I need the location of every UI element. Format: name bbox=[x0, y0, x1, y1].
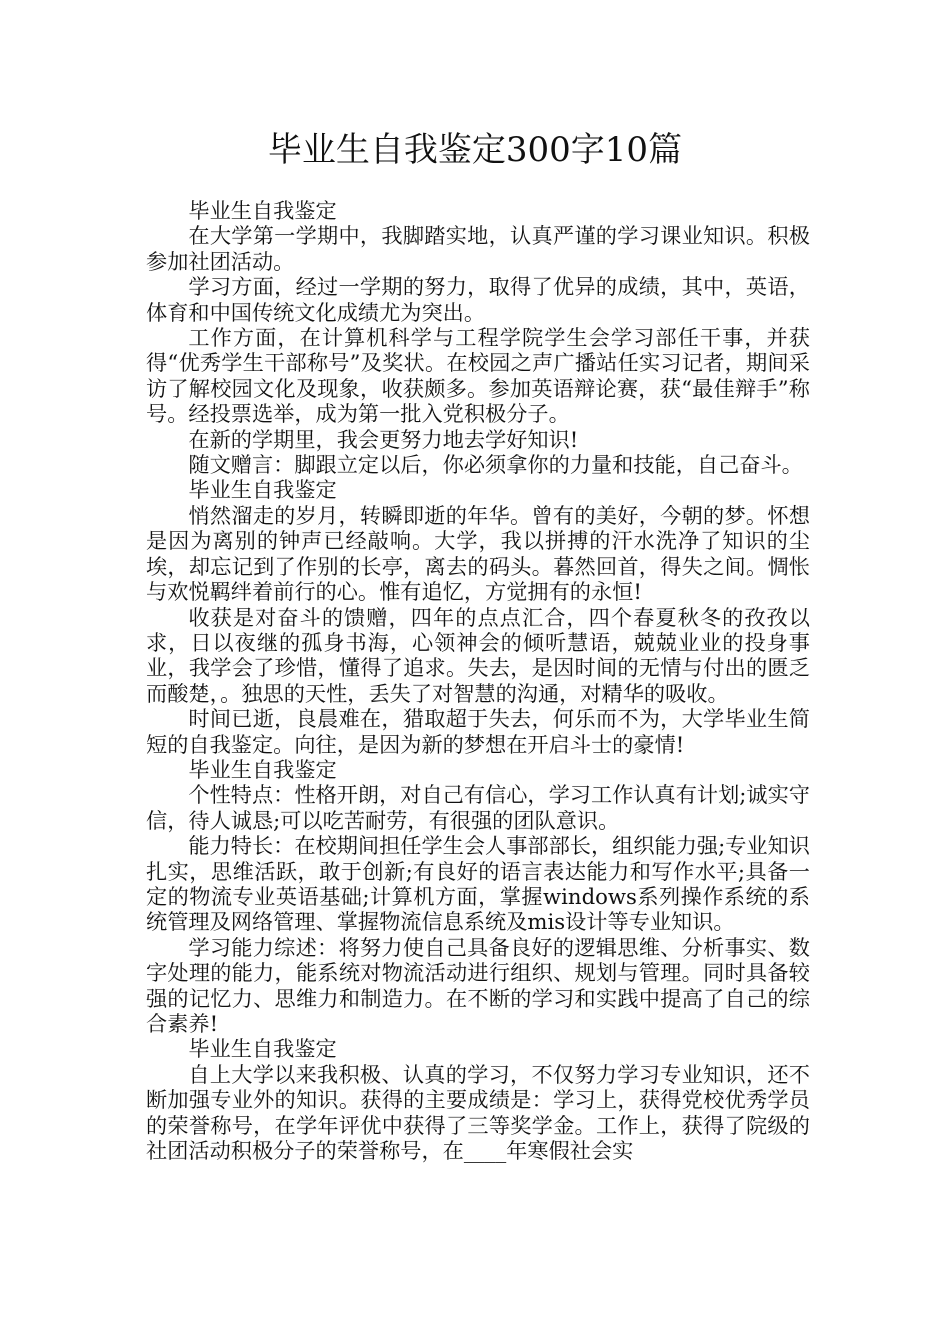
paragraph: 自上大学以来我积极、认真的学习，不仅努力学习专业知识，还不断加强专业外的知识。获得的主要成绩是：学习上，获得党校优秀学员的荣誉称号，在学年评优中获得了三等奖学金。工作上，获得了院级的社团活动积极分子的荣誉称号，在____年寒假社会实 bbox=[146, 1061, 810, 1164]
document-title: 毕业生自我鉴定300字10篇 bbox=[267, 130, 683, 170]
section-heading: 毕业生自我鉴定 bbox=[188, 477, 337, 503]
paragraph: 在新的学期里，我会更努力地去学好知识! bbox=[188, 426, 579, 452]
paragraph: 学习能力综述：将努力使自己具备良好的逻辑思维、分析事实、数字处理的能力，能系统对物流活动进行组织、规划与管理。同时具备较强的记忆力、思维力和制造力。在不断的学习和实践中提高了自己的综合素养! bbox=[146, 934, 810, 1036]
paragraph: 时间已逝，良晨难在，猎取超于失去，何乐而不为，大学毕业生简短的自我鉴定。向往，是因为新的梦想在开启斗士的豪情! bbox=[146, 706, 810, 757]
section-heading: 毕业生自我鉴定 bbox=[188, 1036, 337, 1062]
paragraph: 能力特长：在校期间担任学生会人事部部长，组织能力强;专业知识扎实，思维活跃，敢于创新;有良好的语言表达能力和写作水平;具备一定的物流专业英语基础;计算机方面，掌握windows系列操作系统的系统管理及网络管理、掌握物流信息系统及mis设计等专业知识。 bbox=[146, 833, 810, 935]
paragraph: 个性特点：性格开朗，对自己有信心，学习工作认真有计划;诚实守信，待人诚恳;可以吃苦耐劳，有很强的团队意识。 bbox=[146, 782, 810, 833]
section-heading: 毕业生自我鉴定 bbox=[188, 198, 337, 223]
document-body bbox=[146, 198, 810, 1163]
paragraph: 随文赠言：脚跟立定以后，你必须拿你的力量和技能，自己奋斗。 bbox=[188, 452, 803, 478]
paragraph: 在大学第一学期中，我脚踏实地，认真严谨的学习课业知识。积极参加社团活动。 bbox=[146, 223, 810, 274]
paragraph: 收获是对奋斗的馈赠，四年的点点汇合，四个春夏秋冬的孜孜以求，日以夜继的孤身书海，心领神会的倾听慧语，兢兢业业的投身事业，我学会了珍惜，懂得了追求。失去，是因时间的无情与付出的匮乏而酸楚，。独思的天性，丢失了对智慧的沟通，对精华的吸收。 bbox=[146, 604, 810, 706]
section-heading: 毕业生自我鉴定 bbox=[188, 756, 337, 782]
paragraph: 悄然溜走的岁月，转瞬即逝的年华。曾有的美好，今朝的梦。怀想是因为离别的钟声已经敲响。大学，我以拼搏的汗水洗净了知识的尘埃，却忘记到了作别的长亭，离去的码头。暮然回首，得失之间。惆怅与欢悦羁绊着前行的心。惟有追忆，方觉拥有的永恒! bbox=[146, 502, 810, 605]
paragraph: 工作方面，在计算机科学与工程学院学生会学习部任干事，并获得“优秀学生干部称号”及奖状。在校园之声广播站任实习记者，期间采访了解校园文化及现象，收获颇多。参加英语辩论赛，获“最佳辩手”称号。经投票选举，成为第一批入党积极分子。 bbox=[146, 325, 810, 427]
paragraph: 学习方面，经过一学期的努力，取得了优异的成绩，其中，英语，体育和中国传统文化成绩尤为突出。 bbox=[146, 274, 810, 325]
